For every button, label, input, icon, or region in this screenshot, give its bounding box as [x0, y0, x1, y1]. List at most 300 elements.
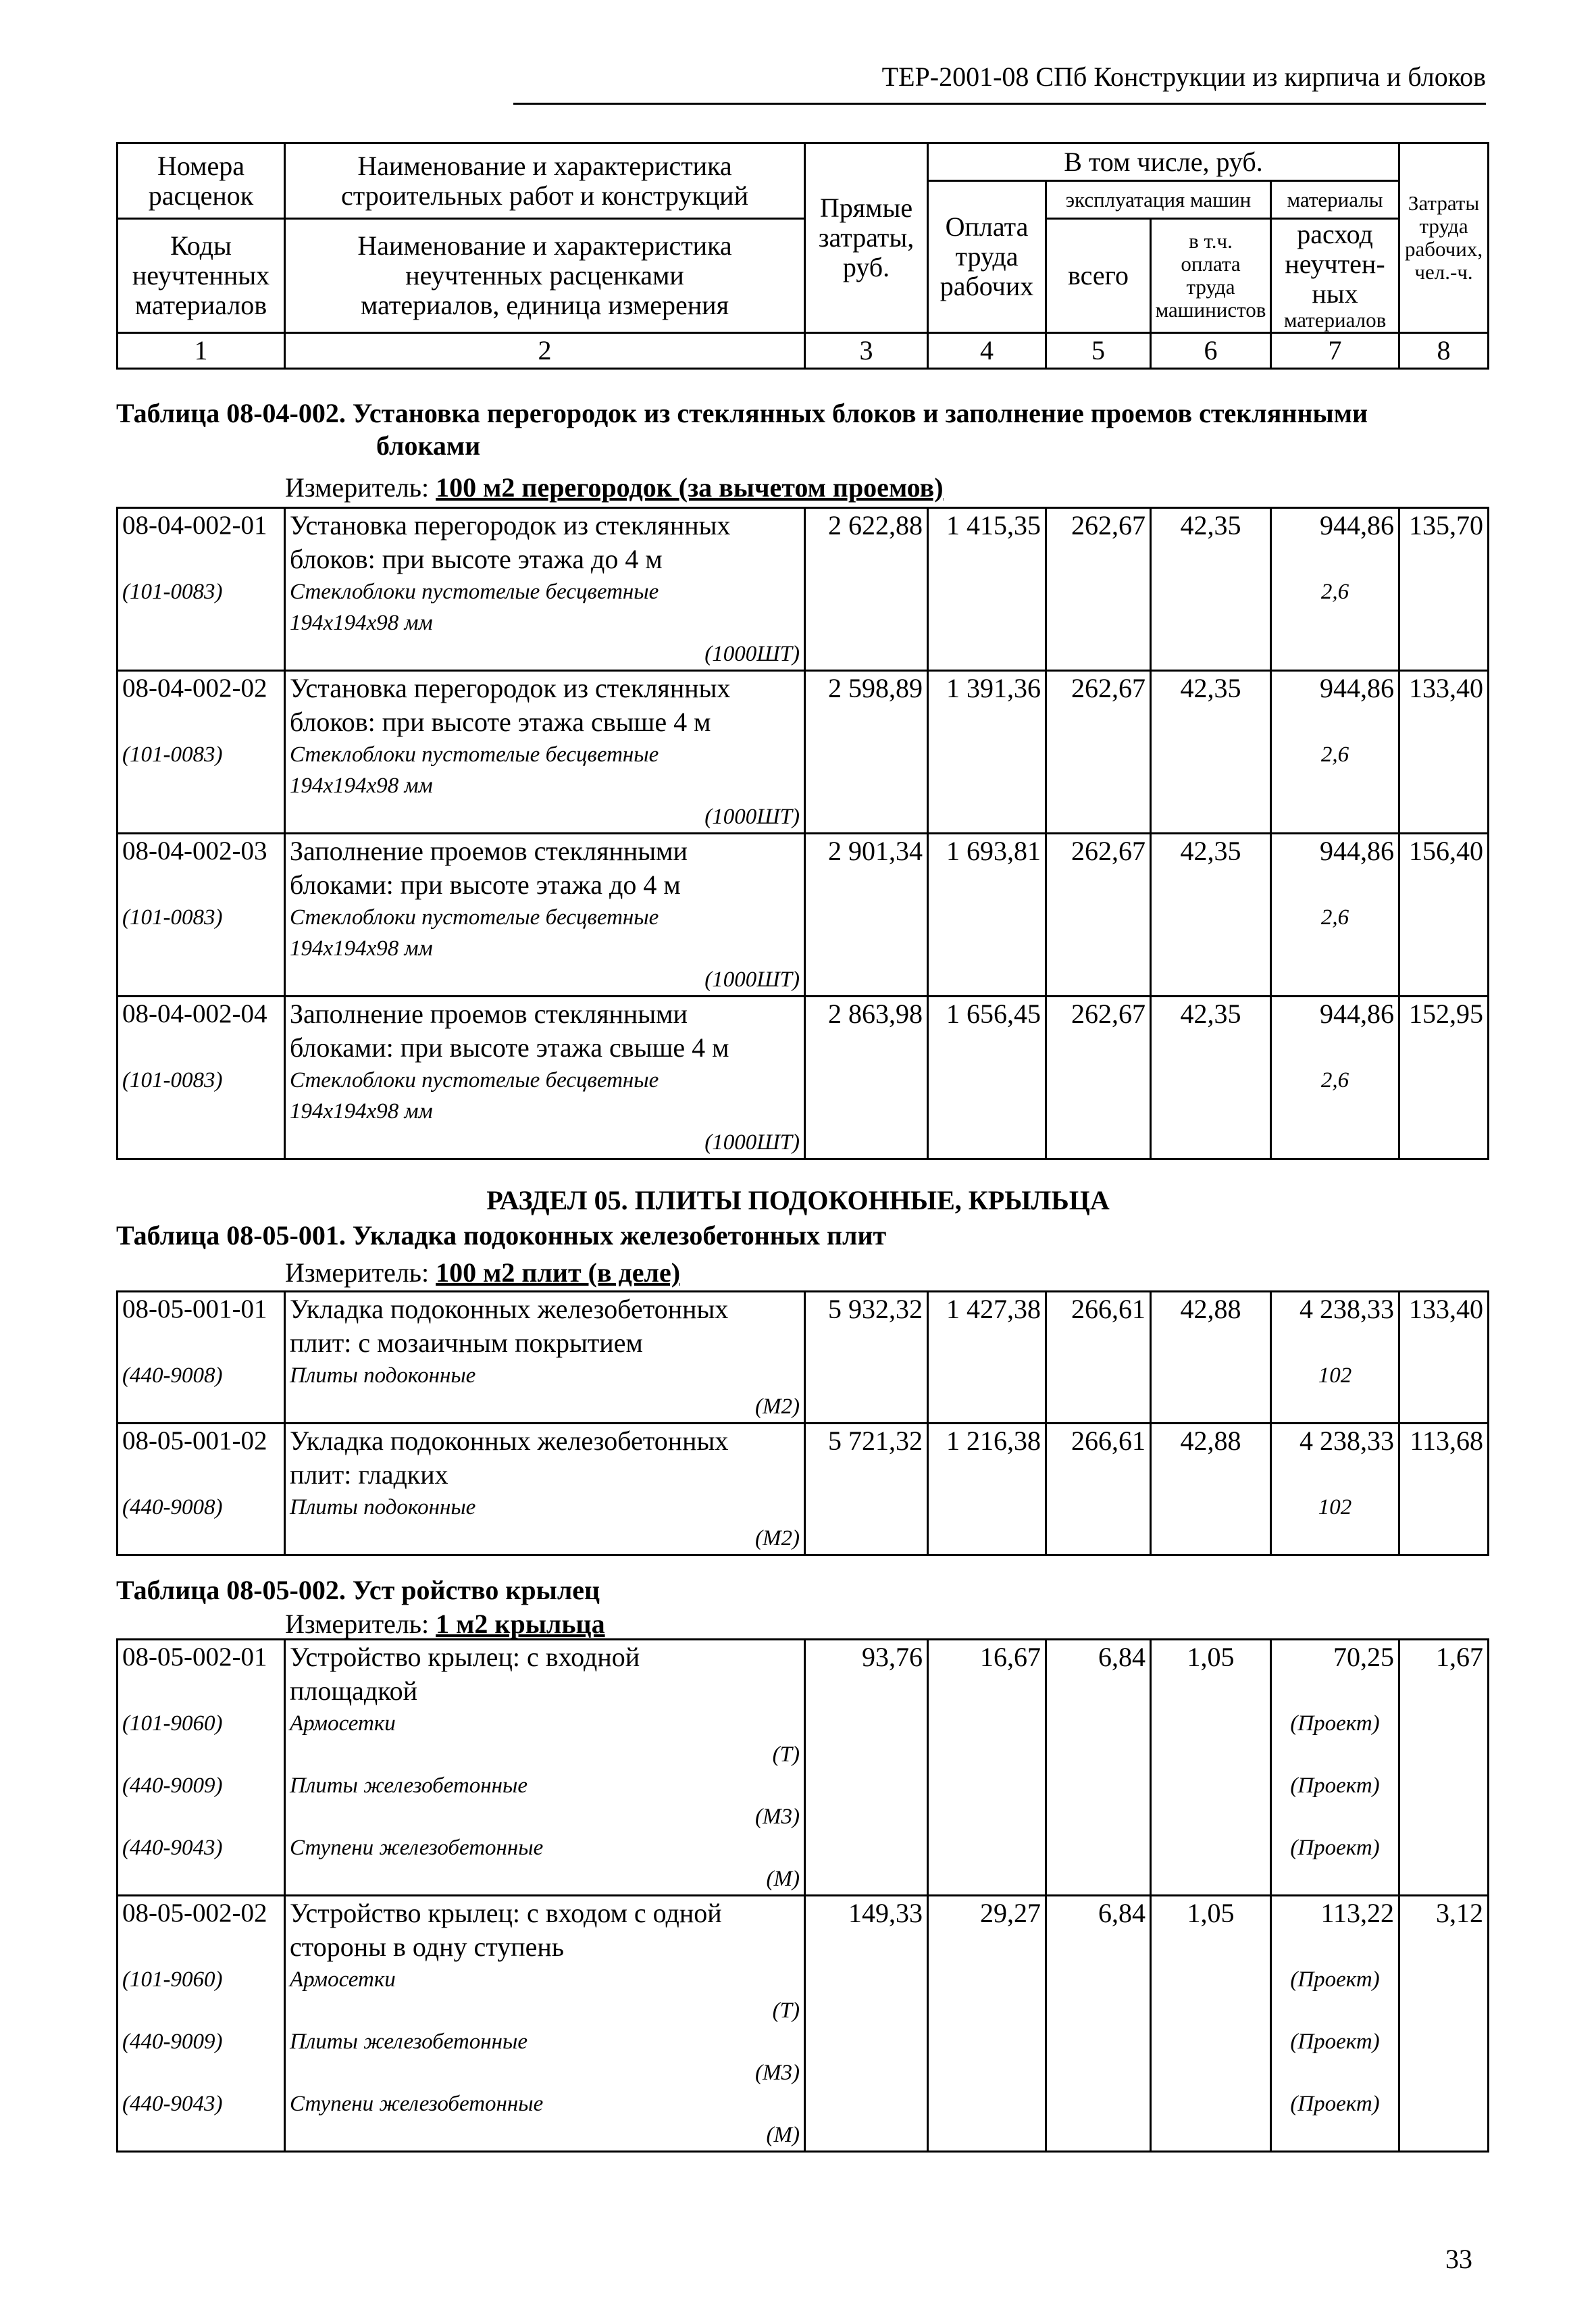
rate-name-line: блоками: при высоте этажа свыше 4 м [290, 1032, 729, 1063]
machine-cost: 262,67 [1046, 671, 1151, 740]
empty-cell [1151, 1065, 1271, 1127]
rate-code: 08-05-002-01 [118, 1640, 285, 1709]
empty-cell [805, 2119, 928, 2152]
empty-cell [1151, 1995, 1271, 2026]
material-name [285, 1964, 805, 1995]
material-row [118, 576, 1489, 638]
col-number: 7 [1271, 333, 1399, 369]
material-row [118, 1492, 1489, 1523]
material-code: (101-9060) [118, 1708, 285, 1739]
machinist-labor-cost: 1,05 [1151, 1640, 1271, 1709]
empty-cell [118, 1801, 285, 1832]
material-code: (440-9008) [118, 1492, 285, 1523]
empty-cell [1399, 902, 1489, 964]
material-unit-row [118, 2057, 1489, 2088]
material-name [285, 2026, 805, 2057]
table3-measure: Измеритель: 1 м2 крыльца [285, 1609, 605, 1639]
empty-cell [805, 1492, 928, 1523]
machinist-labor-cost: 42,35 [1151, 671, 1271, 740]
empty-cell [928, 1391, 1046, 1424]
col-number: 3 [805, 333, 928, 369]
machinist-labor-cost: 42,88 [1151, 1424, 1271, 1492]
material-quantity: 2,6 [1271, 739, 1399, 801]
empty-cell [1046, 1708, 1151, 1739]
material-name [285, 1708, 805, 1739]
rate-name [285, 508, 805, 577]
material-cost: 4 238,33 [1271, 1424, 1399, 1492]
material-unit-row [118, 964, 1489, 997]
labor-hours: 3,12 [1399, 1896, 1489, 1965]
empty-cell [1046, 638, 1151, 671]
empty-cell [1271, 1863, 1399, 1896]
empty-cell [1046, 1127, 1151, 1159]
empty-cell [1399, 2119, 1489, 2152]
empty-cell [1046, 1801, 1151, 1832]
empty-cell [1046, 1360, 1151, 1391]
empty-cell [928, 1832, 1046, 1863]
empty-cell [928, 1801, 1046, 1832]
direct-cost: 2 901,34 [805, 834, 928, 903]
material-code: (101-9060) [118, 1964, 285, 1995]
empty-cell [1046, 1770, 1151, 1801]
machine-cost: 262,67 [1046, 997, 1151, 1065]
material-name-line: Плиты подоконные [290, 1363, 476, 1388]
empty-cell [118, 638, 285, 671]
empty-cell [805, 1832, 928, 1863]
empty-cell [928, 1492, 1046, 1523]
empty-cell [1046, 2057, 1151, 2088]
machinist-labor-cost: 42,35 [1151, 834, 1271, 903]
rate-name [285, 1896, 805, 1965]
empty-cell [1046, 739, 1151, 801]
material-unit: (М3) [285, 1801, 805, 1832]
empty-cell [805, 1065, 928, 1127]
material-unit-row [118, 1863, 1489, 1896]
table-row [118, 1640, 1489, 1709]
direct-cost: 2 598,89 [805, 671, 928, 740]
in-total-head: В том числе, руб. [928, 143, 1399, 181]
col-number: 6 [1151, 333, 1271, 369]
material-unit: (М) [285, 2119, 805, 2152]
section-title: РАЗДЕЛ 05. ПЛИТЫ ПОДОКОННЫЕ, КРЫЛЬЦА [486, 1185, 1110, 1215]
empty-cell [805, 1995, 928, 2026]
rate-name-line: площадкой [290, 1676, 418, 1706]
machine-cost: 262,67 [1046, 508, 1151, 577]
material-row [118, 902, 1489, 964]
machine-cost: 262,67 [1046, 834, 1151, 903]
table1-title: Таблица 08-04-002. Установка перегородок из стеклянных блоков и заполнение проемов стеклянными блоками [116, 398, 1368, 461]
material-code: (440-9043) [118, 2088, 285, 2119]
empty-cell [1046, 1065, 1151, 1127]
material-row [118, 1360, 1489, 1391]
empty-cell [928, 739, 1046, 801]
material-unit: (1000ШТ) [285, 964, 805, 997]
rate-name [285, 1640, 805, 1709]
material-cost: 113,22 [1271, 1896, 1399, 1965]
material-code: (101-0083) [118, 576, 285, 638]
rate-name-line: Укладка подоконных железобетонных [290, 1294, 729, 1324]
material-name-line: Армосетки [290, 1967, 396, 1992]
empty-cell [1399, 638, 1489, 671]
empty-cell [118, 1863, 285, 1896]
empty-cell [805, 2088, 928, 2119]
labor-cost: 1 415,35 [928, 508, 1046, 577]
empty-cell [1046, 1391, 1151, 1424]
labor-cost: 1 693,81 [928, 834, 1046, 903]
page-header: ТЕР-2001-08 СПб Конструкции из кирпича и блоков [881, 61, 1486, 92]
empty-cell [1151, 1801, 1271, 1832]
empty-cell [1271, 1391, 1399, 1424]
material-row [118, 1708, 1489, 1739]
empty-cell [1151, 1127, 1271, 1159]
empty-cell [1271, 1523, 1399, 1555]
material-name-line: Ступени железобетонные [290, 1836, 544, 1860]
material-name-line: Стеклоблоки пустотелые бесцветные [290, 580, 659, 604]
col2-head-bottom: Наименование и характеристика неучтенных расценками материалов, единица измерения [285, 219, 805, 333]
table1-body [116, 507, 1489, 1160]
empty-cell [118, 1127, 285, 1159]
col-number: 4 [928, 333, 1046, 369]
empty-cell [928, 1995, 1046, 2026]
rate-name-line: Укладка подоконных железобетонных [290, 1426, 729, 1456]
empty-cell [1399, 1127, 1489, 1159]
direct-cost: 93,76 [805, 1640, 928, 1709]
empty-cell [1271, 1127, 1399, 1159]
material-name [285, 576, 805, 638]
table2-body [116, 1290, 1489, 1556]
empty-cell [805, 1770, 928, 1801]
material-quantity: 2,6 [1271, 902, 1399, 964]
material-cost: 944,86 [1271, 834, 1399, 903]
material-code: (101-0083) [118, 739, 285, 801]
col2-head-top: Наименование и характеристика строительных работ и конструкций [285, 143, 805, 219]
empty-cell [1151, 2026, 1271, 2057]
empty-cell [928, 2026, 1046, 2057]
rate-code: 08-04-002-04 [118, 997, 285, 1065]
rate-name [285, 671, 805, 740]
material-unit-row [118, 801, 1489, 834]
material-name-line: 194х194х98 мм [290, 774, 433, 798]
empty-cell [1399, 1523, 1489, 1555]
empty-cell [928, 1360, 1046, 1391]
material-unit-row [118, 1995, 1489, 2026]
empty-cell [1399, 1739, 1489, 1770]
material-unit-row [118, 1127, 1489, 1159]
col3-head: Прямые затраты, руб. [805, 143, 928, 333]
empty-cell [1151, 1360, 1271, 1391]
empty-cell [1151, 902, 1271, 964]
machinist-labor-cost: 42,35 [1151, 997, 1271, 1065]
rate-name [285, 1424, 805, 1492]
material-row [118, 1770, 1489, 1801]
empty-cell [1399, 1065, 1489, 1127]
material-row [118, 1964, 1489, 1995]
empty-cell [1151, 2119, 1271, 2152]
empty-cell [118, 2119, 285, 2152]
table-row [118, 1292, 1489, 1361]
rate-name-line: Заполнение проемов стеклянными [290, 836, 688, 866]
direct-cost: 2 622,88 [805, 508, 928, 577]
machinist-labor-cost: 1,05 [1151, 1896, 1271, 1965]
material-quantity: 102 [1271, 1360, 1399, 1391]
empty-cell [805, 739, 928, 801]
rate-name-line: блоков: при высоте этажа свыше 4 м [290, 707, 711, 737]
material-unit-row [118, 1523, 1489, 1555]
empty-cell [805, 2026, 928, 2057]
empty-cell [1399, 1995, 1489, 2026]
col7-head: расход неучтен- ных материалов [1271, 219, 1399, 333]
rate-name [285, 1292, 805, 1361]
empty-cell [805, 801, 928, 834]
empty-cell [805, 1801, 928, 1832]
rate-name-line: блоками: при высоте этажа до 4 м [290, 870, 681, 900]
machinist-labor-cost: 42,35 [1151, 508, 1271, 577]
empty-cell [805, 1964, 928, 1995]
material-code: (440-9008) [118, 1360, 285, 1391]
empty-cell [1151, 1770, 1271, 1801]
material-unit: (1000ШТ) [285, 801, 805, 834]
empty-cell [928, 2057, 1046, 2088]
empty-cell [1399, 2026, 1489, 2057]
empty-cell [118, 2057, 285, 2088]
empty-cell [1151, 1964, 1271, 1995]
material-row [118, 1065, 1489, 1127]
empty-cell [805, 2057, 928, 2088]
labor-cost: 29,27 [928, 1896, 1046, 1965]
empty-cell [1046, 2088, 1151, 2119]
material-code: (440-9009) [118, 2026, 285, 2057]
empty-cell [1151, 1832, 1271, 1863]
direct-cost: 5 932,32 [805, 1292, 928, 1361]
rate-name-line: Устройство крылец: с входом с одной [290, 1898, 722, 1928]
empty-cell [928, 1964, 1046, 1995]
labor-hours: 1,67 [1399, 1640, 1489, 1709]
material-name-line: Плиты подоконные [290, 1495, 476, 1519]
rate-code: 08-05-001-02 [118, 1424, 285, 1492]
empty-cell [928, 1770, 1046, 1801]
empty-cell [118, 964, 285, 997]
empty-cell [1271, 964, 1399, 997]
material-unit: (Т) [285, 1739, 805, 1770]
empty-cell [1046, 2026, 1151, 2057]
empty-cell [1046, 902, 1151, 964]
empty-cell [1399, 2057, 1489, 2088]
empty-cell [928, 576, 1046, 638]
empty-cell [1399, 1863, 1489, 1896]
empty-cell [1151, 801, 1271, 834]
col-number: 1 [118, 333, 285, 369]
empty-cell [1046, 801, 1151, 834]
rate-code: 08-05-001-01 [118, 1292, 285, 1361]
rate-code: 08-04-002-01 [118, 508, 285, 577]
empty-cell [1271, 1995, 1399, 2026]
machine-cost: 6,84 [1046, 1640, 1151, 1709]
rate-code: 08-04-002-02 [118, 671, 285, 740]
empty-cell [1399, 1770, 1489, 1801]
material-name-line: Стеклоблоки пустотелые бесцветные [290, 1068, 659, 1092]
empty-cell [1399, 2088, 1489, 2119]
material-quantity: 2,6 [1271, 576, 1399, 638]
rate-name-line: Установка перегородок из стеклянных [290, 673, 731, 703]
labor-cost: 16,67 [928, 1640, 1046, 1709]
header-rule [513, 103, 1486, 105]
material-name-line: Стеклоблоки пустотелые бесцветные [290, 905, 659, 930]
direct-cost: 149,33 [805, 1896, 928, 1965]
empty-cell [1399, 1801, 1489, 1832]
col6-head: в т.ч. оплата труда машинистов [1151, 219, 1271, 333]
material-quantity: (Проект) [1271, 1964, 1399, 1995]
rate-code: 08-04-002-03 [118, 834, 285, 903]
empty-cell [1399, 576, 1489, 638]
rate-name [285, 834, 805, 903]
material-quantity: (Проект) [1271, 1832, 1399, 1863]
empty-cell [1271, 2057, 1399, 2088]
empty-cell [1151, 1391, 1271, 1424]
empty-cell [928, 1523, 1046, 1555]
empty-cell [1151, 1708, 1271, 1739]
col-number: 8 [1399, 333, 1489, 369]
empty-cell [1399, 1708, 1489, 1739]
material-name [285, 2088, 805, 2119]
empty-cell [118, 801, 285, 834]
material-row [118, 2026, 1489, 2057]
labor-cost: 1 216,38 [928, 1424, 1046, 1492]
material-unit: (М) [285, 1863, 805, 1896]
material-cost: 944,86 [1271, 997, 1399, 1065]
labor-hours: 135,70 [1399, 508, 1489, 577]
empty-cell [1046, 2119, 1151, 2152]
empty-cell [1399, 1492, 1489, 1523]
empty-cell [1151, 1863, 1271, 1896]
empty-cell [1399, 801, 1489, 834]
empty-cell [1151, 1523, 1271, 1555]
empty-cell [805, 1708, 928, 1739]
empty-cell [1046, 1964, 1151, 1995]
material-name-line: Плиты железобетонные [290, 2030, 528, 2054]
machine-cost: 266,61 [1046, 1424, 1151, 1492]
empty-cell [1046, 576, 1151, 638]
empty-cell [1151, 1739, 1271, 1770]
material-unit: (1000ШТ) [285, 638, 805, 671]
col1-head-top: Номера расценок [118, 143, 285, 219]
column-header-table [116, 142, 1489, 370]
rate-name-line: Заполнение проемов стеклянными [290, 999, 688, 1029]
material-code: (440-9043) [118, 1832, 285, 1863]
material-name-line: 194х194х98 мм [290, 1099, 433, 1124]
empty-cell [1046, 1492, 1151, 1523]
table-row [118, 1896, 1489, 1965]
material-cost: 4 238,33 [1271, 1292, 1399, 1361]
page-number: 33 [1445, 2244, 1472, 2274]
material-name [285, 1770, 805, 1801]
direct-cost: 5 721,32 [805, 1424, 928, 1492]
material-name [285, 1360, 805, 1391]
rate-name [285, 997, 805, 1065]
rate-name-line: Устройство крылец: с входной [290, 1642, 640, 1672]
material-quantity: (Проект) [1271, 1770, 1399, 1801]
labor-hours: 133,40 [1399, 1292, 1489, 1361]
table3-title: Таблица 08-05-002. Уст ройство крылец [116, 1575, 600, 1605]
material-name-line: Армосетки [290, 1711, 396, 1736]
empty-cell [1151, 964, 1271, 997]
empty-cell [1271, 801, 1399, 834]
material-name-line: 194х194х98 мм [290, 936, 433, 961]
rate-name-line: блоков: при высоте этажа до 4 м [290, 544, 663, 574]
empty-cell [928, 638, 1046, 671]
empty-cell [805, 1127, 928, 1159]
material-name [285, 902, 805, 964]
col8-head: Затраты труда рабочих, чел.-ч. [1399, 143, 1489, 333]
material-code: (101-0083) [118, 1065, 285, 1127]
machinist-labor-cost: 42,88 [1151, 1292, 1271, 1361]
empty-cell [928, 1863, 1046, 1896]
material-quantity: (Проект) [1271, 2026, 1399, 2057]
empty-cell [928, 2119, 1046, 2152]
material-quantity: (Проект) [1271, 2088, 1399, 2119]
empty-cell [1399, 1832, 1489, 1863]
labor-cost: 1 656,45 [928, 997, 1046, 1065]
empty-cell [1399, 739, 1489, 801]
material-cost: 70,25 [1271, 1640, 1399, 1709]
table-row [118, 997, 1489, 1065]
empty-cell [118, 1995, 285, 2026]
empty-cell [118, 1391, 285, 1424]
table-row [118, 1424, 1489, 1492]
labor-cost: 1 427,38 [928, 1292, 1046, 1361]
material-name-line: 194х194х98 мм [290, 611, 433, 635]
empty-cell [1399, 964, 1489, 997]
table2-measure: Измеритель: 100 м2 плит (в деле) [285, 1257, 681, 1288]
direct-cost: 2 863,98 [805, 997, 928, 1065]
table-row [118, 834, 1489, 903]
labor-hours: 152,95 [1399, 997, 1489, 1065]
material-unit: (М2) [285, 1523, 805, 1555]
materials-head: материалы [1271, 181, 1399, 219]
empty-cell [1399, 1360, 1489, 1391]
empty-cell [1151, 2088, 1271, 2119]
empty-cell [805, 1391, 928, 1424]
material-name [285, 739, 805, 801]
material-quantity: 102 [1271, 1492, 1399, 1523]
empty-cell [928, 2088, 1046, 2119]
empty-cell [1399, 1391, 1489, 1424]
material-quantity: (Проект) [1271, 1708, 1399, 1739]
empty-cell [928, 1739, 1046, 1770]
empty-cell [805, 638, 928, 671]
empty-cell [928, 801, 1046, 834]
material-unit: (1000ШТ) [285, 1127, 805, 1159]
empty-cell [928, 902, 1046, 964]
machines-head: эксплуатация машин [1046, 181, 1271, 219]
empty-cell [118, 1739, 285, 1770]
empty-cell [1046, 964, 1151, 997]
empty-cell [1151, 576, 1271, 638]
empty-cell [928, 1127, 1046, 1159]
col-number: 2 [285, 333, 805, 369]
empty-cell [805, 1360, 928, 1391]
empty-cell [1046, 1523, 1151, 1555]
material-row [118, 739, 1489, 801]
empty-cell [1271, 1801, 1399, 1832]
material-unit-row [118, 1801, 1489, 1832]
material-cost: 944,86 [1271, 508, 1399, 577]
col1-head-bottom: Коды неучтенных материалов [118, 219, 285, 333]
material-unit: (М2) [285, 1391, 805, 1424]
empty-cell [805, 902, 928, 964]
table-row [118, 671, 1489, 740]
empty-cell [805, 1739, 928, 1770]
empty-cell [805, 964, 928, 997]
